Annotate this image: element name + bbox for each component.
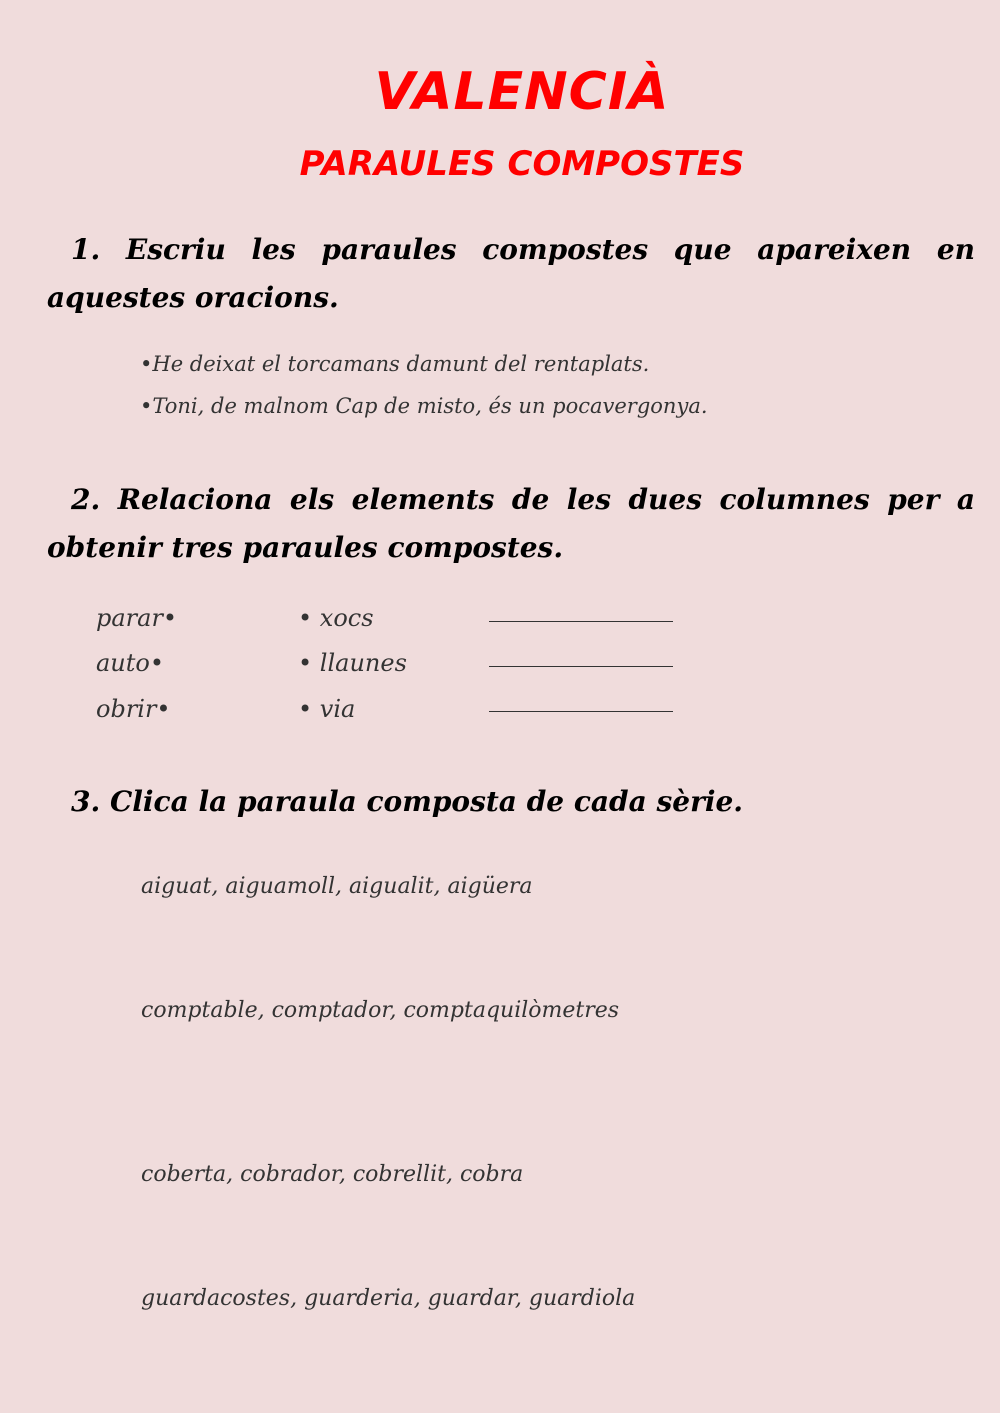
page-title: VALENCIÀ xyxy=(374,62,670,122)
answer-line[interactable] xyxy=(489,711,673,712)
word-series[interactable]: coberta, cobrador, cobrellit, cobra xyxy=(141,1162,524,1187)
right-column-item[interactable]: • llaunes xyxy=(298,649,407,677)
word-series[interactable]: comptable, comptador, comptaquilòmetres xyxy=(141,998,620,1023)
page-subtitle: PARAULES COMPOSTES xyxy=(299,144,745,184)
left-column-item[interactable]: auto• xyxy=(96,649,165,677)
left-column-item[interactable]: parar• xyxy=(96,604,178,632)
exercise-3-prompt: 3. Clica la paraula composta de cada sèrie. xyxy=(71,785,744,818)
right-column-item[interactable]: • xocs xyxy=(298,604,374,632)
exercise-1-sentence: •Toni, de malnom Cap de misto, és un pocavergonya. xyxy=(140,394,708,418)
right-column-item[interactable]: • via xyxy=(298,695,356,723)
left-column-item[interactable]: obrir• xyxy=(96,695,171,723)
word-series[interactable]: guardacostes, guarderia, guardar, guardiola xyxy=(141,1286,636,1311)
exercise-2-prompt: 2. Relaciona els elements de les dues columnes per a obtenir tres paraules compostes. xyxy=(47,483,975,564)
answer-line[interactable] xyxy=(489,666,673,667)
exercise-1-sentence: •He deixat el torcamans damunt del rentaplats. xyxy=(140,352,650,376)
exercise-1-prompt: 1. Escriu les paraules compostes que apareixen en aquestes oracions. xyxy=(47,233,975,314)
word-series[interactable]: aiguat, aiguamoll, aigualit, aigüera xyxy=(141,874,533,899)
answer-line[interactable] xyxy=(489,621,673,622)
